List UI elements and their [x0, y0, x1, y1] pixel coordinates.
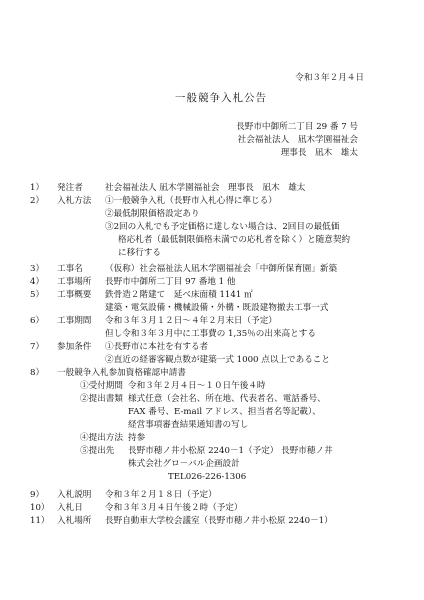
- item-line: 但し令和３年３月中に工事費の 1,35％の出来高とする: [105, 329, 316, 339]
- item-value: 社会福祉法人 凪木学園福祉会 理事長 凪木 雄太: [105, 183, 306, 193]
- method-label: ④提出方法: [80, 433, 123, 443]
- item-value: 長野自動車大学校会議室（長野市穂ノ井小松原 2240－1）: [105, 516, 333, 526]
- item-label: 工事期間: [57, 316, 92, 326]
- notice-title: 一般競争入札公告: [175, 92, 267, 104]
- item-line: ②最低制限価格設定あり: [105, 209, 200, 219]
- item-line: ③2回の入札でも予定価格に達しない場合は、2回目の最低価: [105, 222, 340, 232]
- item-label: 入札日: [57, 503, 83, 513]
- method-value: 持参: [128, 433, 146, 443]
- issuer-rep: 理事長 凪木 雄太: [280, 148, 358, 158]
- destination-line: 株式会社グロ－バル企画設計: [128, 459, 240, 469]
- item-number: 10）: [30, 503, 50, 513]
- docs-line: 様式任意（会社名、所在地、代表者名、電話番号、: [128, 394, 326, 404]
- item-label: 工事概要: [57, 290, 92, 300]
- item-label: 工事場所: [57, 277, 92, 287]
- docs-label: ②提出書類: [80, 394, 123, 404]
- item-line: ②直近の経審客観点数が建築一式 1000 点以上であること: [105, 355, 330, 365]
- item-number: 5）: [30, 290, 45, 300]
- item-number: 9）: [30, 490, 45, 500]
- item-label: 入札説明: [57, 490, 92, 500]
- item-value: 長野市中御所二丁目 97 番地 1 他: [105, 277, 236, 287]
- item-number: 7）: [30, 342, 45, 352]
- item-number: 3）: [30, 264, 45, 274]
- docs-line: 経営事項審査結果通知書の写し: [128, 420, 249, 430]
- item-number: 4）: [30, 277, 45, 287]
- item-label: 入札方法: [57, 196, 92, 206]
- item-label: 工事名: [57, 264, 83, 274]
- item-line: 格応札者（最低制限価格未満での応札者を除く）と随意契約: [118, 235, 351, 245]
- item-label: 発注者: [57, 183, 83, 193]
- item-value: 令和３年２月１８日（予定）: [105, 490, 217, 500]
- item-line: に移行する: [118, 248, 161, 258]
- item-label: 参加条件: [57, 342, 92, 352]
- item-number: 2）: [30, 196, 45, 206]
- item-line: ①一般競争入札（長野市入札心得に準じる）: [105, 196, 277, 206]
- destination-line: 長野市穂ノ井小松原 2240－1（予定） 長野市穂ノ井: [128, 446, 333, 456]
- item-number: 6）: [30, 316, 45, 326]
- item-number: 1）: [30, 183, 45, 193]
- reception-value: 令和３年２月４日～１０日午後４時: [128, 381, 266, 391]
- docs-line: FAX 番号、E-mail アドレス、担当者名等記載）、: [128, 407, 321, 417]
- issuer-address: 長野市中御所二丁目 29 番 7 号: [236, 122, 358, 132]
- item-value: （仮称）社会福祉法人凪木学園福祉会「中御所保育園」新築: [105, 264, 338, 274]
- issuer-org: 社会福祉法人 凪木学園福祉会: [237, 135, 358, 145]
- item-label: 入札場所: [57, 516, 92, 526]
- item-number: 11）: [30, 516, 50, 526]
- notice-date: 令和３年２月４日: [295, 73, 364, 83]
- item-label: 一般競争入札参加資格確認申請書: [57, 368, 186, 378]
- item-line: 鉄骨造２階建て 延べ床面積 1141 ㎡: [105, 290, 253, 300]
- destination-line: TEL026-226-1306: [168, 472, 247, 482]
- item-line: ①長野市に本社を有する者: [105, 342, 209, 352]
- item-line: 令和３年３月１２日～４年２月末日（予定）: [105, 316, 277, 326]
- item-number: 8）: [30, 368, 45, 378]
- destination-label: ⑤提出先: [80, 446, 115, 456]
- item-line: 建築・電気設備・機械設備・外構・既設建物撤去工事一式: [105, 303, 329, 313]
- reception-label: ①受付期間: [80, 381, 123, 391]
- item-value: 令和３年３月４日午後２時（予定）: [105, 503, 243, 513]
